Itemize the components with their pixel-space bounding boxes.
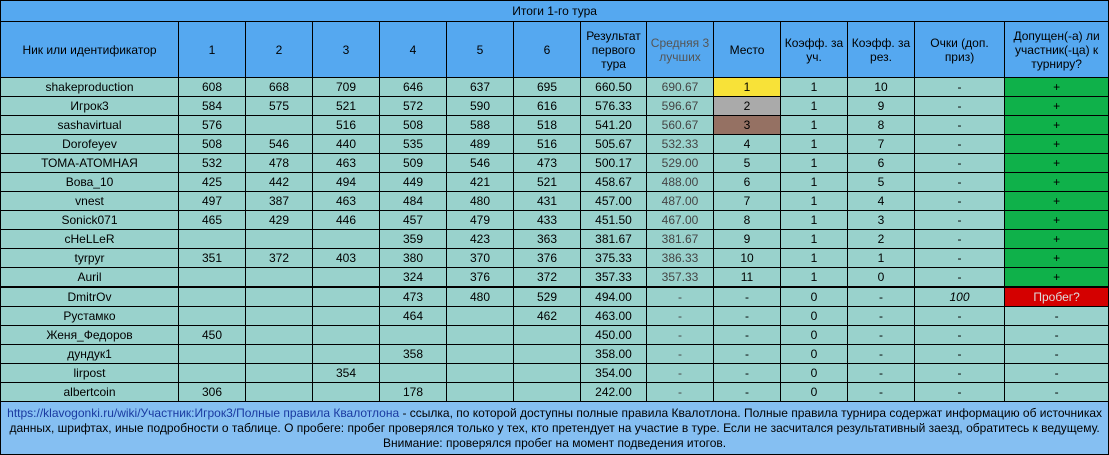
round-6-cell: 616 — [514, 97, 581, 116]
round-4-cell: 464 — [380, 307, 447, 326]
admitted-cell: + — [1005, 249, 1109, 268]
bonus-cell: - — [915, 249, 1005, 268]
footer-note — [1, 402, 1109, 455]
place-cell: - — [714, 287, 781, 307]
round-2-cell — [246, 307, 313, 326]
bonus-cell: 100 — [915, 287, 1005, 307]
avg-cell: - — [647, 326, 714, 345]
bonus-cell: - — [915, 211, 1005, 230]
round-1-cell: 508 — [179, 135, 246, 154]
round-5-cell: 479 — [447, 211, 514, 230]
bonus-cell: - — [915, 326, 1005, 345]
admitted-cell: + — [1005, 192, 1109, 211]
coef-result-cell: - — [848, 364, 915, 383]
avg-cell: 690.67 — [647, 78, 714, 97]
round-6-cell: 431 — [514, 192, 581, 211]
round-4-cell: 324 — [380, 268, 447, 288]
round-3-cell: 354 — [313, 364, 380, 383]
header-round-2: 2 — [246, 22, 313, 78]
place-cell: 8 — [714, 211, 781, 230]
nick-cell: tyrpyr — [1, 249, 179, 268]
result-cell: 242.00 — [581, 383, 647, 402]
result-cell: 576.33 — [581, 97, 647, 116]
round-3-cell — [313, 383, 380, 402]
coef-participation-cell: 1 — [781, 249, 848, 268]
place-cell: 2 — [714, 97, 781, 116]
coef-result-cell: - — [848, 345, 915, 364]
header-nick: Ник или идентификатор — [1, 22, 179, 78]
table-row — [1, 116, 1109, 135]
place-cell: - — [714, 364, 781, 383]
nick-cell: Auril — [1, 268, 179, 288]
coef-participation-cell: 1 — [781, 116, 848, 135]
round-4-cell: 535 — [380, 135, 447, 154]
round-2-cell: 668 — [246, 78, 313, 97]
round-6-cell: 462 — [514, 307, 581, 326]
coef-result-cell: 5 — [848, 173, 915, 192]
round-3-cell: 446 — [313, 211, 380, 230]
round-1-cell — [179, 287, 246, 307]
result-cell: 541.20 — [581, 116, 647, 135]
round-2-cell — [246, 268, 313, 288]
round-2-cell — [246, 230, 313, 249]
header-round-6: 6 — [514, 22, 581, 78]
admitted-cell: + — [1005, 211, 1109, 230]
round-6-cell: 521 — [514, 173, 581, 192]
round-1-cell: 532 — [179, 154, 246, 173]
coef-result-cell: 4 — [848, 192, 915, 211]
avg-cell: 596.67 — [647, 97, 714, 116]
round-3-cell — [313, 230, 380, 249]
nick-cell: albertcoin — [1, 383, 179, 402]
coef-result-cell: 1 — [848, 249, 915, 268]
nick-cell: Женя_Федоров — [1, 326, 179, 345]
round-1-cell: 450 — [179, 326, 246, 345]
round-1-cell — [179, 364, 246, 383]
round-5-cell: 637 — [447, 78, 514, 97]
table-row — [1, 211, 1109, 230]
round-6-cell: 529 — [514, 287, 581, 307]
table-row — [1, 383, 1109, 402]
place-cell: 10 — [714, 249, 781, 268]
bonus-cell: - — [915, 173, 1005, 192]
table-row — [1, 345, 1109, 364]
round-4-cell: 380 — [380, 249, 447, 268]
round-4-cell — [380, 326, 447, 345]
round-3-cell: 494 — [313, 173, 380, 192]
nick-cell: дундук1 — [1, 345, 179, 364]
coef-result-cell: 8 — [848, 116, 915, 135]
place-cell: 7 — [714, 192, 781, 211]
table-row — [1, 78, 1109, 97]
coef-result-cell: 6 — [848, 154, 915, 173]
table-row — [1, 192, 1109, 211]
nick-cell: cHeLLeR — [1, 230, 179, 249]
round-1-cell: 584 — [179, 97, 246, 116]
round-3-cell: 709 — [313, 78, 380, 97]
round-6-cell: 372 — [514, 268, 581, 288]
admitted-cell: + — [1005, 97, 1109, 116]
nick-cell: sashavirtual — [1, 116, 179, 135]
round-2-cell: 478 — [246, 154, 313, 173]
coef-participation-cell: 0 — [781, 345, 848, 364]
round-5-cell: 480 — [447, 192, 514, 211]
coef-participation-cell: 1 — [781, 135, 848, 154]
round-5-cell — [447, 364, 514, 383]
nick-cell: ТОМА-АТОМНАЯ — [1, 154, 179, 173]
round-5-cell: 370 — [447, 249, 514, 268]
coef-result-cell: 3 — [848, 211, 915, 230]
result-cell: 381.67 — [581, 230, 647, 249]
nick-cell: shakeproduction — [1, 78, 179, 97]
table-row — [1, 173, 1109, 192]
round-4-cell: 449 — [380, 173, 447, 192]
admitted-cell: Пробег? — [1005, 287, 1109, 307]
round-3-cell — [313, 326, 380, 345]
place-cell: - — [714, 326, 781, 345]
place-cell: 11 — [714, 268, 781, 288]
header-round-1: 1 — [179, 22, 246, 78]
round-5-cell — [447, 326, 514, 345]
round-5-cell: 423 — [447, 230, 514, 249]
round-4-cell: 509 — [380, 154, 447, 173]
round-1-cell — [179, 345, 246, 364]
avg-cell: - — [647, 364, 714, 383]
result-cell: 457.00 — [581, 192, 647, 211]
place-cell: 9 — [714, 230, 781, 249]
coef-result-cell: - — [848, 326, 915, 345]
round-1-cell: 306 — [179, 383, 246, 402]
coef-participation-cell: 1 — [781, 78, 848, 97]
admitted-cell: - — [1005, 383, 1109, 402]
place-cell: - — [714, 383, 781, 402]
avg-cell: - — [647, 307, 714, 326]
round-6-cell — [514, 383, 581, 402]
round-1-cell: 608 — [179, 78, 246, 97]
round-3-cell — [313, 268, 380, 288]
round-1-cell: 497 — [179, 192, 246, 211]
round-1-cell — [179, 268, 246, 288]
bonus-cell: - — [915, 345, 1005, 364]
table-row — [1, 287, 1109, 307]
round-2-cell — [246, 364, 313, 383]
coef-participation-cell: 1 — [781, 154, 848, 173]
round-2-cell: 387 — [246, 192, 313, 211]
avg-cell: - — [647, 345, 714, 364]
avg-cell: - — [647, 287, 714, 307]
coef-participation-cell: 1 — [781, 230, 848, 249]
round-6-cell — [514, 345, 581, 364]
avg-cell: - — [647, 383, 714, 402]
avg-cell: 386.33 — [647, 249, 714, 268]
admitted-cell: + — [1005, 230, 1109, 249]
place-cell: 4 — [714, 135, 781, 154]
place-cell: - — [714, 307, 781, 326]
round-2-cell — [246, 116, 313, 135]
coef-participation-cell: 1 — [781, 173, 848, 192]
bonus-cell: - — [915, 383, 1005, 402]
result-cell: 505.67 — [581, 135, 647, 154]
round-6-cell: 376 — [514, 249, 581, 268]
header-admitted: Допущен(-а) ли участник(-ца) к турниру? — [1005, 22, 1109, 78]
round-1-cell: 576 — [179, 116, 246, 135]
result-cell: 354.00 — [581, 364, 647, 383]
nick-cell: Рустамко — [1, 307, 179, 326]
header-round-4: 4 — [380, 22, 447, 78]
coef-result-cell: 10 — [848, 78, 915, 97]
round-6-cell — [514, 364, 581, 383]
bonus-cell: - — [915, 116, 1005, 135]
nick-cell: Sonick071 — [1, 211, 179, 230]
coef-participation-cell: 0 — [781, 383, 848, 402]
nick-cell: Dorofeyev — [1, 135, 179, 154]
coef-result-cell: 9 — [848, 97, 915, 116]
bonus-cell: - — [915, 154, 1005, 173]
nick-cell: vnest — [1, 192, 179, 211]
bonus-cell: - — [915, 307, 1005, 326]
nick-cell: DmitrOv — [1, 287, 179, 307]
round-1-cell — [179, 307, 246, 326]
round-5-cell: 590 — [447, 97, 514, 116]
round-4-cell: 358 — [380, 345, 447, 364]
round-4-cell: 508 — [380, 116, 447, 135]
table-row — [1, 97, 1109, 116]
coef-participation-cell: 0 — [781, 364, 848, 383]
table-row — [1, 268, 1109, 288]
round-5-cell — [447, 383, 514, 402]
header-bonus: Очки (доп. приз) — [915, 22, 1005, 78]
round-6-cell: 518 — [514, 116, 581, 135]
place-cell: 3 — [714, 116, 781, 135]
nick-cell: Игрок3 — [1, 97, 179, 116]
coef-result-cell: 0 — [848, 268, 915, 288]
admitted-cell: - — [1005, 345, 1109, 364]
round-1-cell: 465 — [179, 211, 246, 230]
round-1-cell: 425 — [179, 173, 246, 192]
avg-cell: 487.00 — [647, 192, 714, 211]
admitted-cell: - — [1005, 364, 1109, 383]
place-cell: 5 — [714, 154, 781, 173]
admitted-cell: + — [1005, 173, 1109, 192]
round-4-cell: 457 — [380, 211, 447, 230]
header-round-3: 3 — [313, 22, 380, 78]
result-cell: 458.67 — [581, 173, 647, 192]
coef-participation-cell: 0 — [781, 326, 848, 345]
admitted-cell: + — [1005, 135, 1109, 154]
round-5-cell: 421 — [447, 173, 514, 192]
round-2-cell: 575 — [246, 97, 313, 116]
coef-participation-cell: 0 — [781, 287, 848, 307]
round-4-cell: 359 — [380, 230, 447, 249]
round-2-cell — [246, 326, 313, 345]
result-cell: 463.00 — [581, 307, 647, 326]
round-3-cell — [313, 345, 380, 364]
avg-cell: 560.67 — [647, 116, 714, 135]
round-6-cell: 516 — [514, 135, 581, 154]
round-2-cell: 546 — [246, 135, 313, 154]
round-6-cell: 473 — [514, 154, 581, 173]
header-row — [1, 22, 1109, 78]
footer-text: - ссылка, по которой доступны полные правила Квалотлона. Полные правила турнира содержат информацию об источниках данных, шрифтах, иные подробности о таблице. О пробеге: пробег проверялся только у тех, кто претендует на участие в туре. Если не засчитался результативный заезд, обратитесь к ведущему. Внимание: проверялся пробег на момент подведения итогов. — [9, 405, 1103, 450]
round-6-cell: 363 — [514, 230, 581, 249]
coef-result-cell: - — [848, 307, 915, 326]
avg-cell: 467.00 — [647, 211, 714, 230]
avg-cell: 381.67 — [647, 230, 714, 249]
round-4-cell: 572 — [380, 97, 447, 116]
round-1-cell — [179, 230, 246, 249]
admitted-cell: + — [1005, 116, 1109, 135]
round-5-cell: 376 — [447, 268, 514, 288]
place-cell: 6 — [714, 173, 781, 192]
result-cell: 494.00 — [581, 287, 647, 307]
coef-result-cell: 2 — [848, 230, 915, 249]
result-cell: 358.00 — [581, 345, 647, 364]
result-cell: 451.50 — [581, 211, 647, 230]
table-title: Итоги 1-го тура — [1, 1, 1109, 22]
header-result: Результат первого тура — [581, 22, 647, 78]
round-2-cell: 372 — [246, 249, 313, 268]
bonus-cell: - — [915, 364, 1005, 383]
header-coef-result: Коэфф. за рез. — [848, 22, 915, 78]
header-place: Место — [714, 22, 781, 78]
admitted-cell: - — [1005, 326, 1109, 345]
round-2-cell — [246, 345, 313, 364]
round-4-cell: 178 — [380, 383, 447, 402]
bonus-cell: - — [915, 192, 1005, 211]
table-row — [1, 135, 1109, 154]
round-5-cell: 480 — [447, 287, 514, 307]
table-row — [1, 249, 1109, 268]
table-body — [1, 78, 1109, 402]
round-5-cell — [447, 307, 514, 326]
avg-cell: 532.33 — [647, 135, 714, 154]
round-4-cell — [380, 364, 447, 383]
round-3-cell — [313, 287, 380, 307]
round-5-cell: 489 — [447, 135, 514, 154]
round-6-cell: 695 — [514, 78, 581, 97]
bonus-cell: - — [915, 78, 1005, 97]
avg-cell: 357.33 — [647, 268, 714, 288]
coef-participation-cell: 1 — [781, 211, 848, 230]
round-6-cell — [514, 326, 581, 345]
result-cell: 500.17 — [581, 154, 647, 173]
table-row — [1, 326, 1109, 345]
header-coef-participation: Коэфф. за уч. — [781, 22, 848, 78]
table-row — [1, 230, 1109, 249]
coef-participation-cell: 1 — [781, 192, 848, 211]
admitted-cell: + — [1005, 268, 1109, 288]
round-3-cell: 516 — [313, 116, 380, 135]
round-3-cell: 521 — [313, 97, 380, 116]
coef-result-cell: - — [848, 383, 915, 402]
round-4-cell: 473 — [380, 287, 447, 307]
coef-participation-cell: 1 — [781, 268, 848, 288]
coef-participation-cell: 1 — [781, 97, 848, 116]
admitted-cell: - — [1005, 307, 1109, 326]
table-row — [1, 364, 1109, 383]
bonus-cell: - — [915, 135, 1005, 154]
round-3-cell: 440 — [313, 135, 380, 154]
avg-cell: 488.00 — [647, 173, 714, 192]
table-row — [1, 154, 1109, 173]
nick-cell: lirpost — [1, 364, 179, 383]
coef-result-cell: 7 — [848, 135, 915, 154]
admitted-cell: + — [1005, 78, 1109, 97]
nick-cell: Вова_10 — [1, 173, 179, 192]
result-cell: 660.50 — [581, 78, 647, 97]
round-2-cell: 442 — [246, 173, 313, 192]
result-cell: 357.33 — [581, 268, 647, 288]
round-2-cell — [246, 383, 313, 402]
result-cell: 450.00 — [581, 326, 647, 345]
round-1-cell: 351 — [179, 249, 246, 268]
table-row — [1, 307, 1109, 326]
header-avg: Средняя 3 лучших — [647, 22, 714, 78]
round-4-cell: 484 — [380, 192, 447, 211]
coef-result-cell: - — [848, 287, 915, 307]
round-3-cell — [313, 307, 380, 326]
round-4-cell: 646 — [380, 78, 447, 97]
round-2-cell — [246, 287, 313, 307]
place-cell: - — [714, 345, 781, 364]
header-round-5: 5 — [447, 22, 514, 78]
place-cell: 1 — [714, 78, 781, 97]
bonus-cell: - — [915, 97, 1005, 116]
round-3-cell: 463 — [313, 192, 380, 211]
round-3-cell: 463 — [313, 154, 380, 173]
round-6-cell: 433 — [514, 211, 581, 230]
round-5-cell: 588 — [447, 116, 514, 135]
round-5-cell: 546 — [447, 154, 514, 173]
bonus-cell: - — [915, 268, 1005, 288]
bonus-cell: - — [915, 230, 1005, 249]
coef-participation-cell: 0 — [781, 307, 848, 326]
round-3-cell: 403 — [313, 249, 380, 268]
admitted-cell: + — [1005, 154, 1109, 173]
result-cell: 375.33 — [581, 249, 647, 268]
rules-link[interactable]: https://klavogonki.ru/wiki/Участник:Игрок3/Полные правила Квалотлона — [7, 405, 400, 420]
round-5-cell — [447, 345, 514, 364]
round-2-cell: 429 — [246, 211, 313, 230]
avg-cell: 529.00 — [647, 154, 714, 173]
